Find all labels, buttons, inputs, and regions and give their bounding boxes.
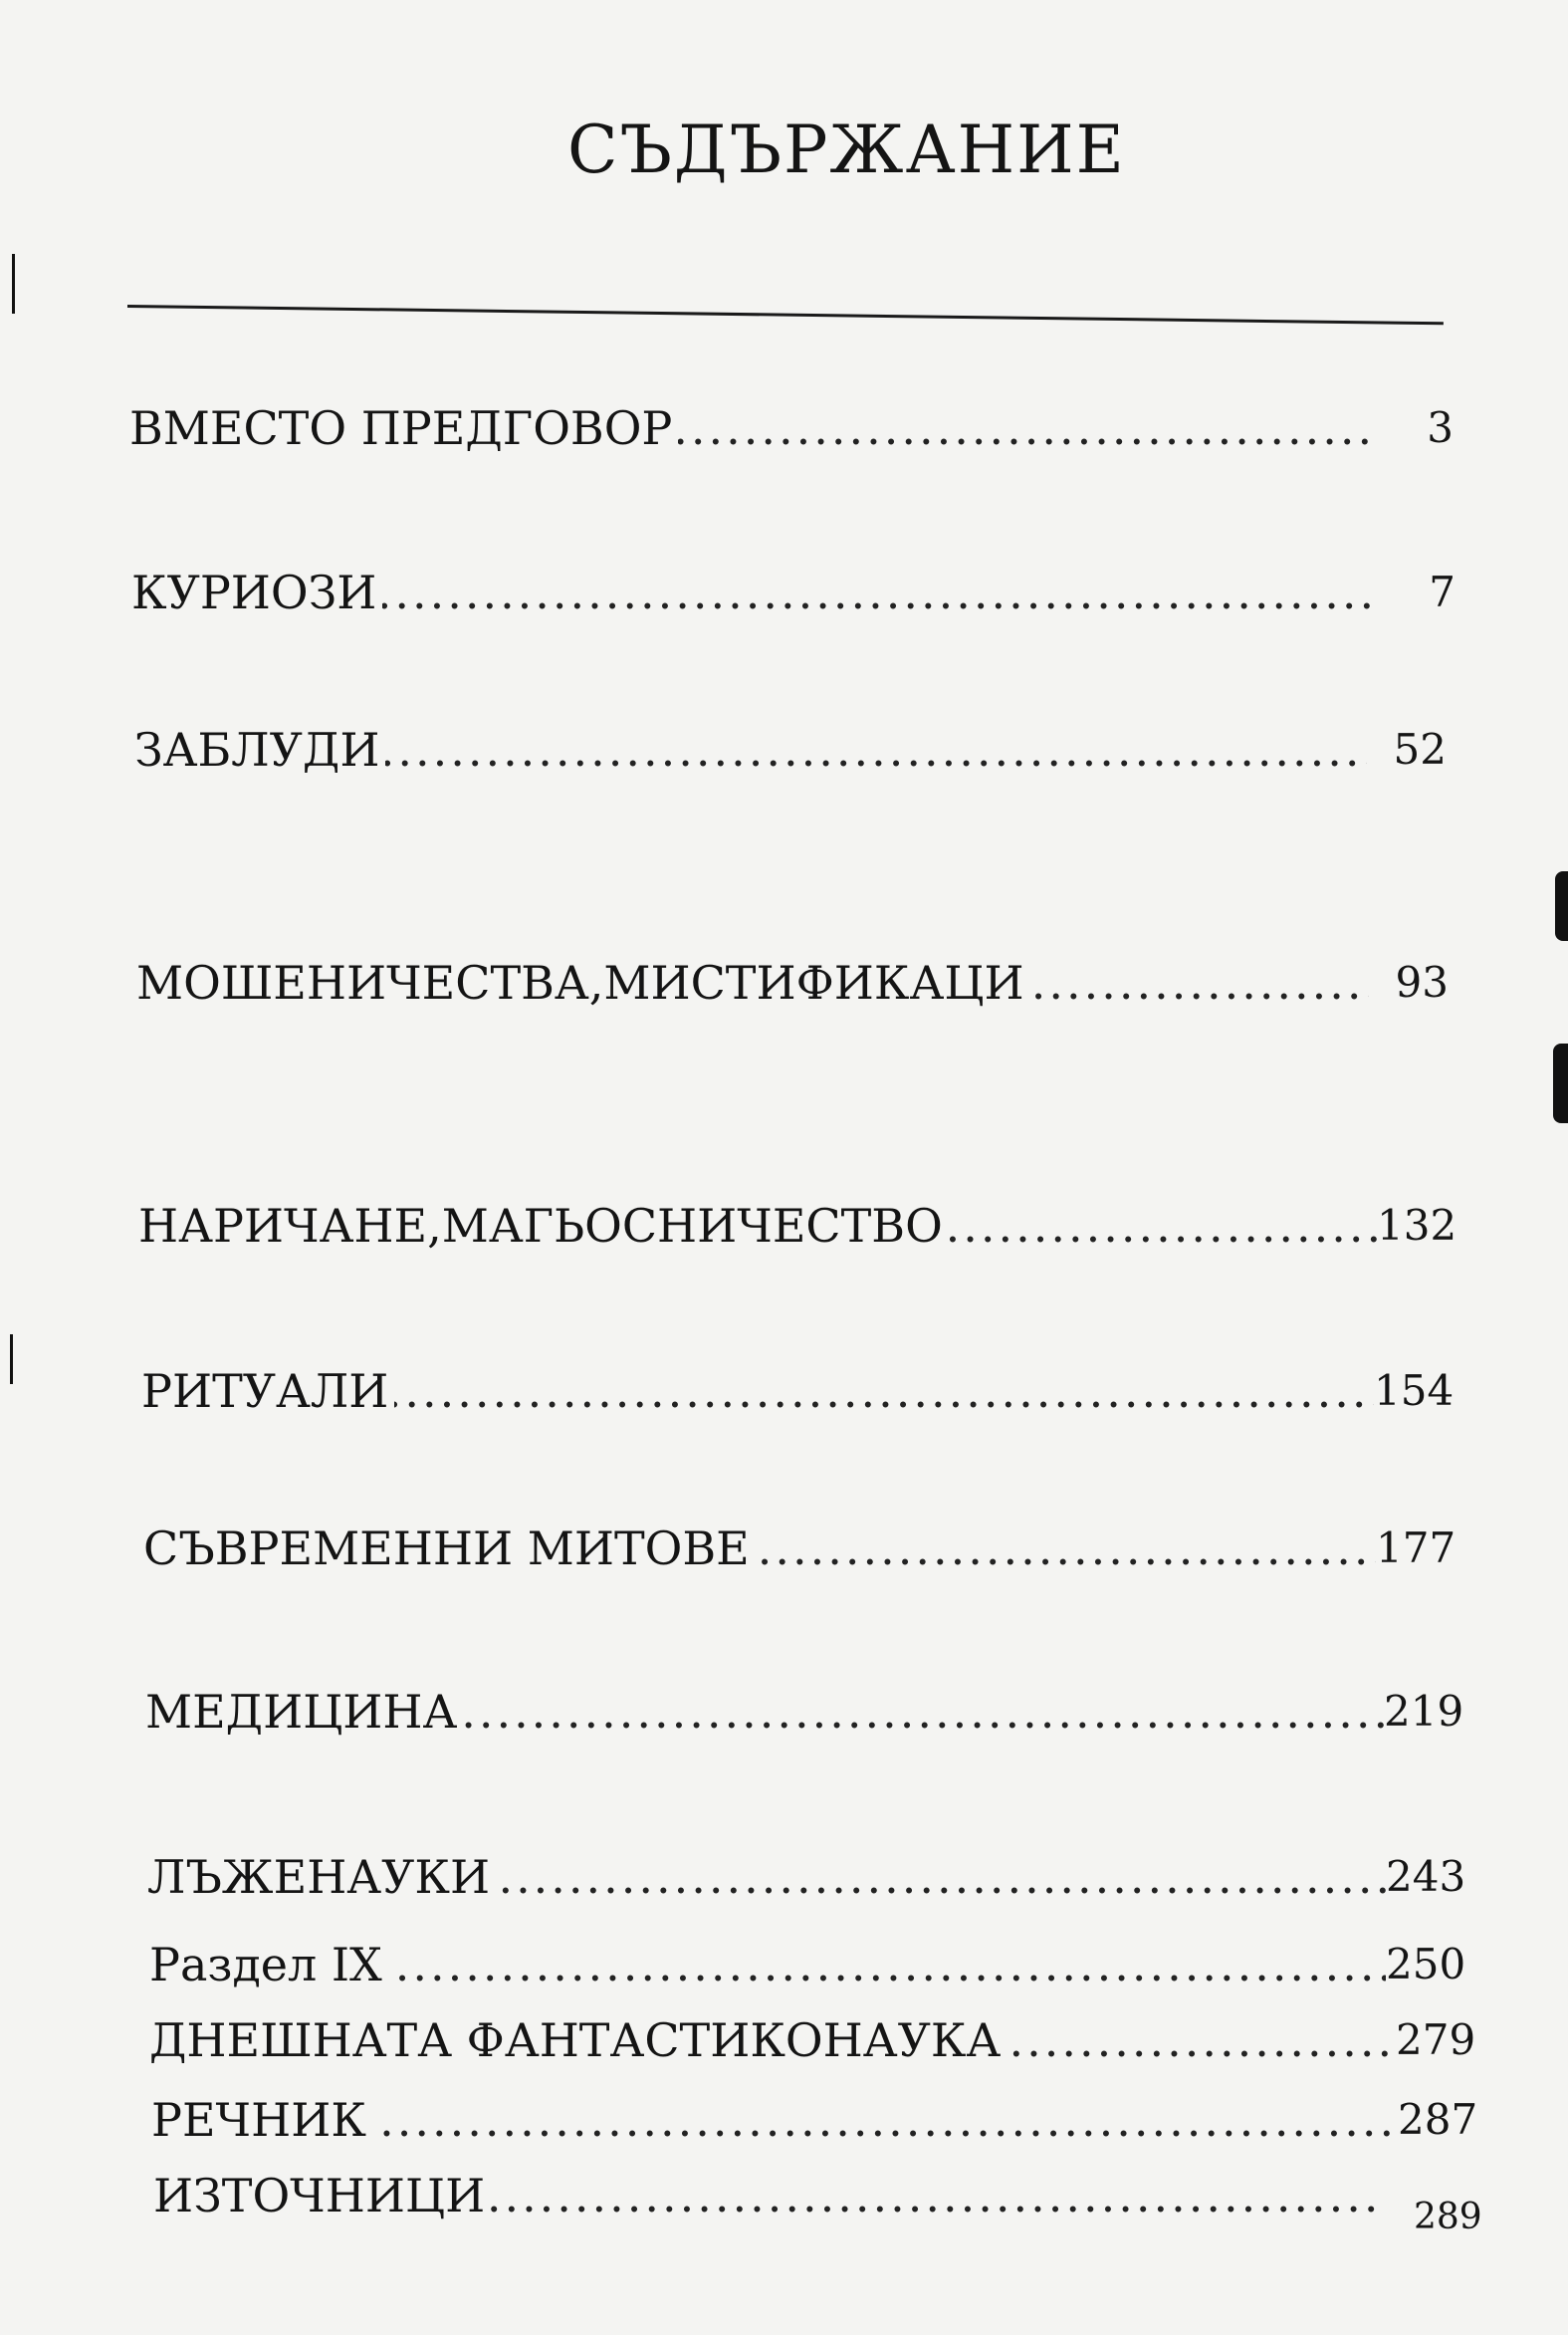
page-number: 289 bbox=[1414, 2197, 1482, 2237]
toc-entry-label: СЪВРЕМЕННИ МИТОВЕ bbox=[143, 1514, 756, 1583]
toc-entry-label: МЕДИЦИНА bbox=[145, 1677, 463, 1747]
toc-page-number: 177 bbox=[1376, 1514, 1456, 1583]
toc-entry-rituals bbox=[141, 1356, 1454, 1426]
toc-entry-label: ЗАБЛУДИ bbox=[134, 715, 385, 785]
toc-entry-label: РИТУАЛИ bbox=[141, 1356, 394, 1426]
toc-entry-label: ДНЕШНАТА ФАНТАСТИКОНАУКА bbox=[149, 2005, 1007, 2075]
toc-entry-section-ix bbox=[149, 1930, 1465, 1999]
toc-entry-label: КУРИОЗИ bbox=[131, 558, 382, 627]
toc-entry-label: ЛЪЖЕНАУКИ bbox=[147, 1842, 496, 1912]
toc-page-number: 52 bbox=[1367, 715, 1447, 785]
toc-entry-modern-myths bbox=[143, 1514, 1456, 1583]
toc-page-number: 287 bbox=[1398, 2085, 1477, 2155]
page-title: СЪДЪРЖАНИЕ bbox=[567, 112, 1126, 188]
toc-entry-frauds bbox=[136, 948, 1449, 1018]
toc-page-number: 93 bbox=[1369, 948, 1449, 1018]
toc-entry-foreword bbox=[129, 393, 1454, 463]
scan-edge-mark bbox=[1555, 871, 1568, 941]
toc-entry-glossary bbox=[151, 2085, 1477, 2155]
toc-page-number: 132 bbox=[1377, 1191, 1456, 1261]
toc-entry-medicine bbox=[145, 1677, 1463, 1747]
toc-page-number: 219 bbox=[1384, 1677, 1463, 1747]
scan-edge-mark bbox=[1553, 1044, 1568, 1123]
toc-entry-label: НАРИЧАНЕ,МАГЬОСНИЧЕСТВО bbox=[138, 1191, 949, 1261]
toc-entry-label: ИЗТОЧНИЦИ bbox=[153, 2161, 491, 2230]
toc-entry-label: МОШЕНИЧЕСТВА,МИСТИФИКАЦИ bbox=[136, 948, 1030, 1018]
toc-entry-fantasticscience bbox=[149, 2005, 1475, 2075]
toc-page-number: 279 bbox=[1396, 2005, 1475, 2075]
toc-section-label: Раздел IX bbox=[149, 1930, 388, 1999]
toc-entry-label: РЕЧНИК bbox=[151, 2085, 372, 2155]
toc-entry-pseudosciences bbox=[147, 1842, 1465, 1912]
toc-entry-label: ВМЕСТО ПРЕДГОВОР bbox=[129, 393, 678, 463]
toc-entry-sources bbox=[153, 2161, 1378, 2230]
toc-page-number: 154 bbox=[1374, 1356, 1454, 1426]
toc-page-number: 7 bbox=[1376, 558, 1456, 627]
toc-entry-delusions bbox=[134, 715, 1447, 785]
scan-edge-mark bbox=[12, 254, 15, 314]
scan-edge-mark bbox=[10, 1334, 13, 1384]
toc-page-number: 243 bbox=[1386, 1842, 1465, 1912]
toc-page-number: 3 bbox=[1374, 393, 1454, 463]
toc-page-number: 250 bbox=[1386, 1930, 1465, 1999]
toc-entry-superstitions bbox=[138, 1191, 1456, 1261]
toc-entry-curiosities bbox=[131, 558, 1456, 627]
